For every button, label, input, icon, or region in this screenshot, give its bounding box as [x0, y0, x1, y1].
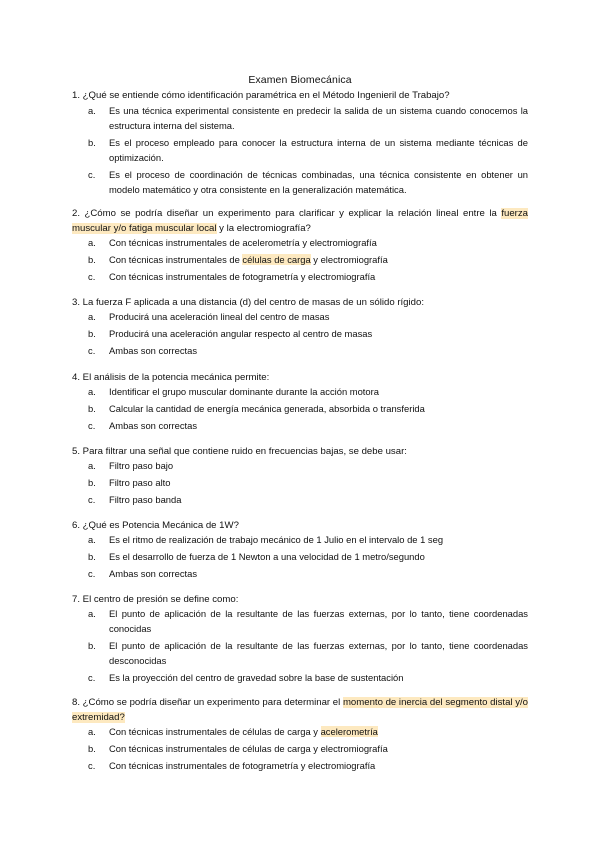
option-text: Filtro paso banda [109, 494, 182, 505]
option-6a [88, 532, 528, 547]
question-text: 8. ¿Cómo se podría diseñar un experimento para determinar el [72, 697, 343, 708]
question-8-options [88, 724, 528, 775]
option-marker: b. [88, 743, 96, 754]
option-text: El punto de aplicación de la resultante de las fuerzas externas, por lo tanto, tiene coordenadas desconocidas [109, 640, 528, 666]
option-text: Ambas son correctas [109, 420, 198, 431]
option-text: Con técnicas instrumentales de acelerometría y electromiografía [109, 237, 377, 248]
question-4-options [88, 384, 528, 435]
question-3: 3. La fuerza F aplicada a una distancia (d) del centro de masas de un sólido rígido: [72, 297, 424, 308]
option-3b [88, 326, 528, 341]
question-2 [72, 206, 528, 236]
option-4c [88, 418, 528, 433]
option-text: Producirá una aceleración angular respecto al centro de masas [109, 328, 373, 339]
option-text: Es la proyección del centro de gravedad sobre la base de sustentación [109, 672, 404, 683]
option-marker: b. [88, 328, 96, 339]
option-6c [88, 566, 528, 581]
option-marker: b. [88, 551, 96, 562]
option-6b [88, 549, 528, 564]
option-marker: c. [88, 568, 96, 579]
option-text: Calcular la cantidad de energía mecánica generada, absorbida o transferida [109, 403, 425, 414]
option-text: Con técnicas instrumentales de fotogrametría y electromiografía [109, 271, 376, 282]
question-2-options [88, 235, 528, 286]
option-8a [88, 724, 528, 739]
question-6: 6. ¿Qué es Potencia Mecánica de 1W? [72, 520, 239, 531]
option-5c [88, 492, 528, 507]
option-2c [88, 269, 528, 284]
option-1c [88, 167, 528, 197]
question-6-options [88, 532, 528, 583]
option-3a [88, 309, 528, 324]
option-text: Es una técnica experimental consistente en predecir la salida de un sistema cuando conocemos la estructura interna del sistema. [109, 105, 528, 131]
highlight: acelerometría [320, 726, 378, 737]
option-text: Identificar el grupo muscular dominante durante la acción motora [109, 386, 379, 397]
option-4a [88, 384, 528, 399]
question-text: y la electromiografía? [216, 223, 311, 234]
option-text: Con técnicas instrumentales de células de carga y [109, 726, 321, 737]
option-text: Con técnicas instrumentales de células de carga y electromiografía [109, 743, 388, 754]
option-4b [88, 401, 528, 416]
option-text: Con técnicas instrumentales de fotogrametría y electromiografía [109, 760, 376, 771]
exam-title: Examen Biomecánica [248, 74, 352, 86]
question-7-options [88, 606, 528, 687]
option-marker: a. [88, 105, 96, 116]
option-5b [88, 475, 528, 490]
option-marker: a. [88, 608, 96, 619]
option-3c [88, 343, 528, 358]
option-5a [88, 458, 528, 473]
option-marker: a. [88, 726, 96, 737]
question-1-options [88, 103, 528, 199]
option-1b [88, 135, 528, 165]
option-text: Producirá una aceleración lineal del centro de masas [109, 311, 330, 322]
option-marker: c. [88, 169, 96, 180]
question-5: 5. Para filtrar una señal que contiene ruido en frecuencias bajas, se debe usar: [72, 446, 407, 457]
option-1a [88, 103, 528, 133]
question-3-options [88, 309, 528, 360]
question-4: 4. El análisis de la potencia mecánica permite: [72, 372, 270, 383]
option-text: Es el ritmo de realización de trabajo mecánico de 1 Julio en el intervalo de 1 seg [109, 534, 444, 545]
question-7: 7. El centro de presión se define como: [72, 594, 239, 605]
option-marker: a. [88, 534, 96, 545]
option-text: y electromiografía [310, 254, 388, 265]
option-marker: b. [88, 254, 96, 265]
option-8b [88, 741, 528, 756]
option-marker: a. [88, 386, 96, 397]
question-5-options [88, 458, 528, 509]
option-text: El punto de aplicación de la resultante de las fuerzas externas, por lo tanto, tiene coordenadas conocidas [109, 608, 528, 634]
option-text: Filtro paso bajo [109, 460, 174, 471]
highlight: células de carga [242, 254, 311, 265]
highlight: fuerza muscular y/o fatiga muscular local [72, 208, 528, 234]
option-text: Es el proceso empleado para conocer la estructura interna de un sistema mediante técnicas de optimización. [109, 137, 528, 163]
question-1: 1. ¿Qué se entiende cómo identificación paramétrica en el Método Ingenieril de Trabajo? [72, 90, 450, 101]
question-text: 2. ¿Cómo se podría diseñar un experimento para clarificar y explicar la relación lineal entre la [72, 208, 502, 219]
option-marker: c. [88, 672, 96, 683]
option-text: Es el proceso de coordinación de técnicas combinadas, una técnica consistente en obtener un modelo matemático y otra consistente en la generalización matemática. [109, 169, 528, 195]
option-marker: c. [88, 271, 96, 282]
option-marker: c. [88, 420, 96, 431]
option-text: Es el desarrollo de fuerza de 1 Newton a una velocidad de 1 metro/segundo [109, 551, 425, 562]
option-marker: b. [88, 403, 96, 414]
highlight: momento de inercia del segmento distal y/o extremidad? [72, 697, 529, 723]
option-marker: a. [88, 460, 96, 471]
option-marker: b. [88, 137, 96, 148]
option-7b [88, 638, 528, 668]
option-8c [88, 758, 528, 773]
option-marker: a. [88, 237, 96, 248]
option-marker: c. [88, 494, 96, 505]
option-marker: b. [88, 640, 96, 651]
option-text: Ambas son correctas [109, 345, 198, 356]
option-text: Filtro paso alto [109, 477, 171, 488]
option-marker: b. [88, 477, 96, 488]
option-text: Ambas son correctas [109, 568, 198, 579]
option-text: Con técnicas instrumentales de [109, 254, 243, 265]
question-8 [72, 695, 528, 725]
option-marker: c. [88, 345, 96, 356]
option-7c [88, 670, 528, 685]
option-2a [88, 235, 528, 250]
option-marker: a. [88, 311, 96, 322]
option-2b [88, 252, 528, 267]
option-marker: c. [88, 760, 96, 771]
option-7a [88, 606, 528, 636]
